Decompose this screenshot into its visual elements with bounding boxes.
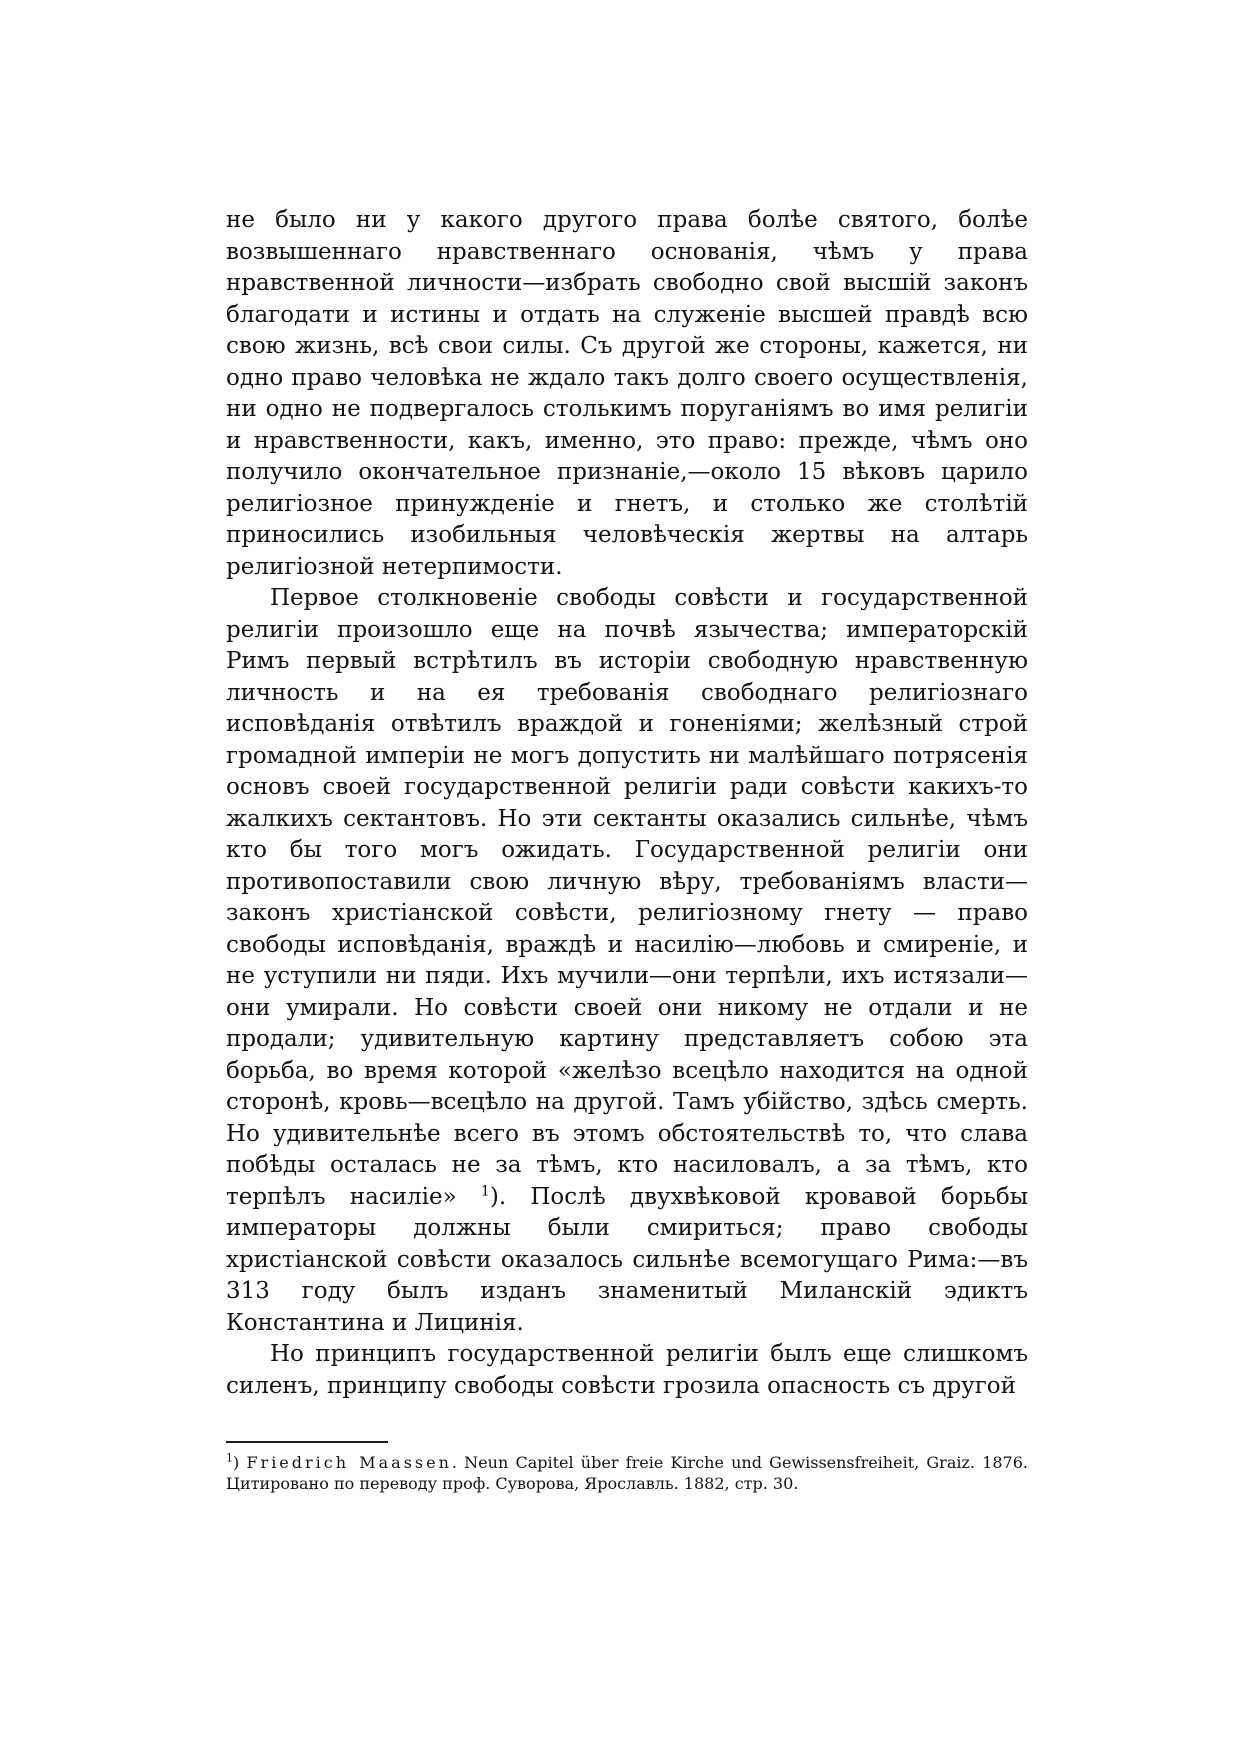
paragraph-2-text: Первое столкновеніе свободы совѣсти и государственной религіи произошло еще на почвѣ язычества; императорскій Римъ первый встрѣтилъ въ исторіи свободную нравственную личность и на ея требованія свободнаго религіознаго исповѣданія отвѣтилъ враждой и гоненіями; желѣзный строй громадной имперіи не могъ допустить ни малѣйшаго потрясенія основъ своей государственной религіи ради совѣсти какихъ-то жалкихъ сектантовъ. Но эти сектанты оказались сильнѣе, чѣмъ кто бы того могъ ожидать. Государственной религіи они противопоставили свою личную вѣру, требованіямъ власти—законъ христіанской совѣсти, религіозному гнету — право свободы исповѣданія, враждѣ и насилію—любовь и смиреніе, и не уступили ни пяди. Ихъ мучили—они терпѣли, ихъ истязали—они умирали. Но совѣсти своей они никому не отдали и не продали; удивительную картину представляетъ собою эта борьба, во время которой «желѣзо всецѣло находится на одной сторонѣ, кровь—всецѣло на другой. Тамъ убійство, здѣсь смерть. Но удивительнѣе всего въ этомъ обстоятельствѣ то, что слава побѣды осталась не за тѣмъ, кто насиловалъ, а за тѣмъ, кто терпѣлъ насиліе»	[226, 585, 1028, 1210]
footnote-author: Friedrich Maassen	[246, 1453, 452, 1472]
paragraph-3: Но принципъ государственной религіи былъ еще слишкомъ силенъ, принципу свободы совѣсти грозила опасность съ другой	[226, 1341, 1028, 1399]
paragraph-2-continuation: ). Послѣ двухвѣковой кровавой борьбы императоры должны были смириться; право свободы христіанской совѣсти оказалось сильнѣе всемогущаго Рима:—въ 313 году былъ изданъ знаменитый Миланскій эдиктъ Константина и Лицинія.	[226, 1183, 1029, 1336]
paragraph-1: не было ни у какого другого права болѣе святого, болѣе возвышеннаго нравственнаго основанія, чѣмъ у права нравственной личности—избрать свободно свой высшій законъ благодати и истины и отдать на служеніе высшей правдѣ всю свою жизнь, всѣ свои силы. Съ другой же стороны, кажется, ни одно право человѣка не ждало такъ долго своего осуществленія, ни одно не подвергалось столькимъ поруганіямъ во имя религіи и нравственности, какъ, именно, это право: прежде, чѣмъ оно получило окончательное признаніе,—около 15 вѣковъ царило религіозное принужденіе и гнетъ, и столько же столѣтій приносились изобильныя человѣческія жертвы на алтарь религіозной нетерпимости.	[226, 207, 1028, 580]
footnote-divider	[226, 1441, 388, 1443]
footnote-text: . Neun Capitel über freie Kirche und Gewissensfreiheit, Graiz. 1876. Цитировано по переводу проф. Суворова, Ярославль. 1882, стр. 30.	[226, 1453, 1029, 1493]
paragraph-2	[226, 583, 1028, 1339]
footnote-reference: 1	[480, 1182, 490, 1199]
footnote: $^1$) Friedrich Maassen. Neun Capitel über freie Kirche und Gewissensfreiheit, Graiz. 1876. Цитировано по переводу проф. Суворова, Ярославль. 1882, стр. 30.	[226, 1451, 1029, 1493]
main-text	[226, 205, 1028, 1402]
footnote-mark: 1	[226, 1451, 233, 1465]
